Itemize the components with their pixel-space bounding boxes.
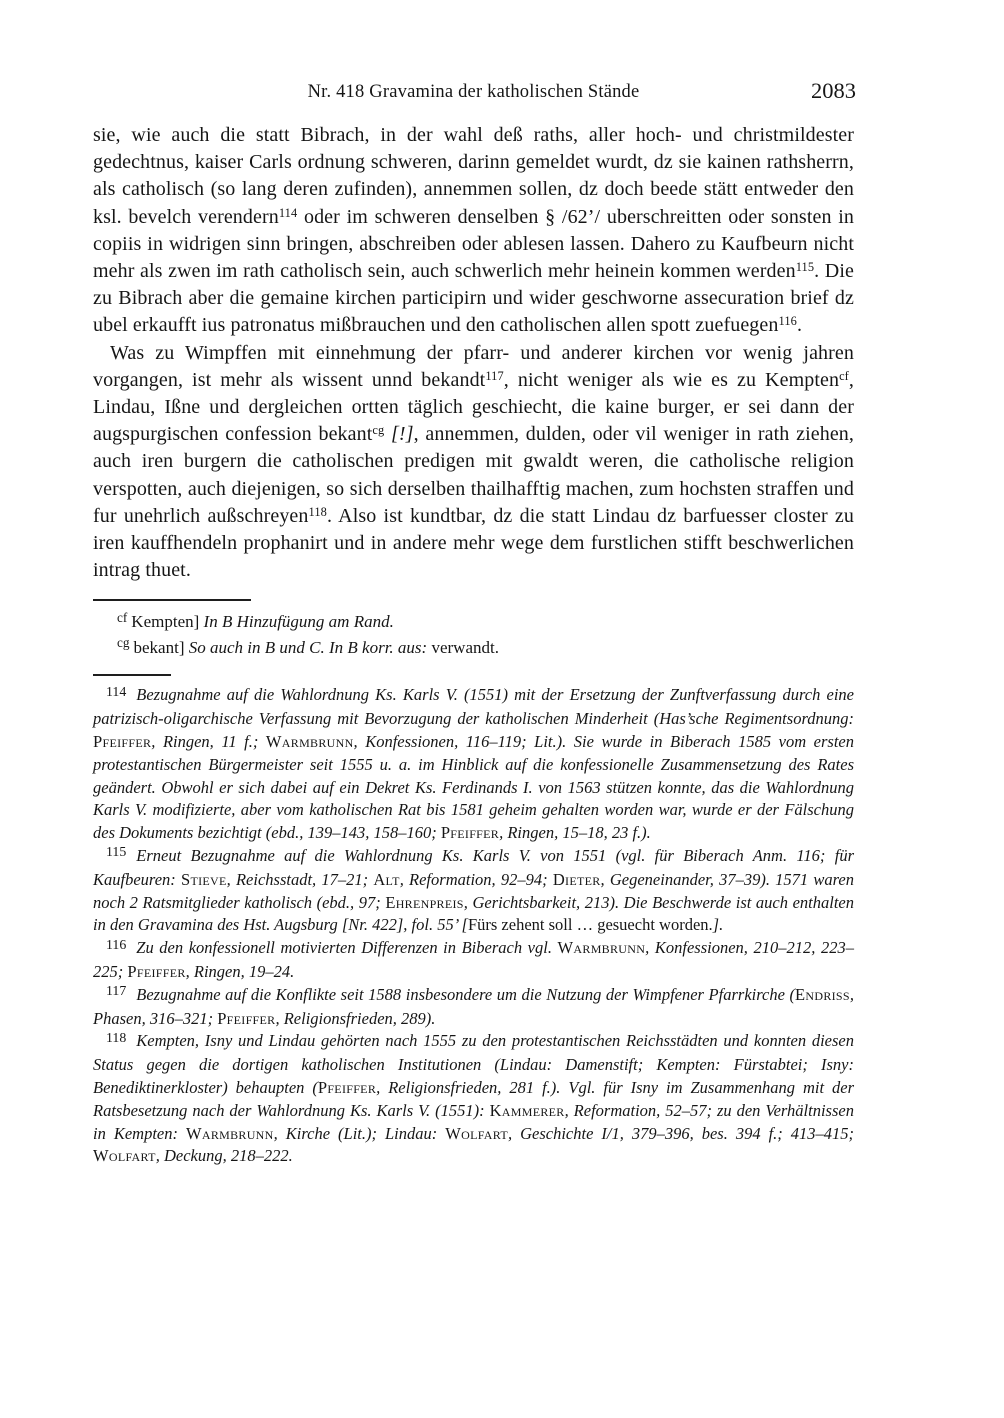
note-reference: cf [839, 368, 849, 383]
author-name-smallcaps: Dieter [552, 869, 601, 889]
text-run: sie, wie auch die statt Bibrach, in der wahl deß raths, aller hoch- und christmildester gedechtnus, kaiser Carls ordnung schweren, darinn gemeldet wurdt, dz sie kainen rathsherrn, als catholisch (so lang deren zufinden), annemmen sollen, dz doch beede stätt entweder den ksl. bevelch verendern [93, 124, 854, 228]
text-run: , Deckung, 218–222. [155, 1146, 293, 1166]
footnote-text [93, 985, 854, 1028]
apparatus-note-cg [93, 636, 854, 662]
author-name-smallcaps: Kammerer [489, 1100, 565, 1120]
note-reference: 116 [778, 314, 797, 329]
note-reference: 114 [278, 205, 298, 220]
text-run: , Phasen, 316–321; [93, 984, 854, 1028]
footnote-117 [93, 984, 854, 1031]
text-run: , Reichsstadt, 17–21; [226, 869, 374, 889]
footnote-number: 117 [106, 983, 127, 999]
apparatus-note-mark: cf [117, 609, 128, 625]
running-title: Nr. 418 Gravamina der katholischen Stände [307, 82, 640, 102]
critical-apparatus [93, 610, 854, 661]
text-run: , Kirche (Lit.); Lindau: [273, 1123, 446, 1143]
text-run: [!] [391, 423, 414, 446]
text-run: Erneut Bezugnahme auf die Wahlordnung Ks. Karls V. von 1551 (vgl. für Biberach Anm. 116; für Kaufbeuren: [93, 846, 854, 889]
author-name-smallcaps: Warmbrunn [185, 1123, 274, 1143]
author-name-smallcaps: Pfeiffer [93, 732, 152, 752]
footnotes [93, 684, 854, 1168]
text-run: , Ringen, 11 f.; [151, 732, 266, 752]
text-run: verwandt. [427, 637, 499, 657]
text-run: Kempten] [131, 612, 204, 632]
paragraph-2 [93, 340, 854, 585]
text-run: oder im schweren denselben § /62’/ uberschreitten oder sonsten in copiis in widrigen sinn bringen, abschreiben oder ablesen lassen. Dahero zu Kaufbeurn nicht mehr als zwen im rath catholisch sein, auch schwerlich mehr heinein kommen werden [93, 205, 854, 283]
text-run: , Reformation, 52–57; zu den Verhältnissen in Kempten: [93, 1100, 854, 1143]
text-run: , Konfessionen, 116–119; Lit.). Sie wurde in Biberach 1585 vom ersten protestantischen Bürgermeister seit 1555 u. a. im Hinblick auf die konfessionelle Zusammensetzung des Rates geändert. Obwohl er sich dabei auf ein Dekret Ks. Ferdinands I. von 1563 stützen konnte, das die Wahlordnung Karls V. modifizierte, aber vom katholischen Rat bis 1581 geheim gehalten worden war, wurde er der Fälschung des Dokuments bezichtigt (ebd., 139–143, 158–160; [93, 732, 854, 843]
footnote-text [93, 846, 854, 934]
author-name-smallcaps: Wolfart [93, 1146, 156, 1166]
note-reference: 115 [795, 260, 815, 275]
note-reference: 118 [308, 504, 327, 519]
text-run: Kempten, Isny und Lindau gehörten nach 1555 zu den protestantischen Reichsstädten und konnten diesen Status gegen die dortigen katholischen Institutionen (Lindau: Damenstift; Kempten: Fürstabtei; Isny: Benediktinerkloster) behaupten ( [93, 1031, 854, 1097]
author-name-smallcaps: Pfeiffer [317, 1078, 377, 1097]
author-name-smallcaps: Alt [373, 869, 400, 889]
footnote-number: 114 [106, 683, 127, 699]
text-run: , Gegeneinander, 37–39). 1571 waren noch 2 Ratsmitglieder katholisch (ebd., 97; [93, 869, 854, 912]
author-name-smallcaps: Pfeiffer [440, 823, 500, 843]
footnote-text [93, 1031, 854, 1165]
text-run: , Ringen, 15–18, 23 f.). [499, 823, 651, 843]
text-run: , Lindau, Ißne und dergleichen ortten täglich geschiecht, die kaine burger, er sei dann der augspurgischen confession bekant [93, 368, 854, 446]
main-text [93, 122, 854, 584]
text-run: . [796, 314, 803, 337]
text-run: Zu den konfessionell motivierten Differenzen in Biberach vgl. [136, 938, 558, 958]
apparatus-note-cf [93, 610, 854, 636]
footnote-116 [93, 937, 854, 984]
footnote-separator-rule [93, 674, 171, 676]
author-name-smallcaps: Stieve [181, 869, 227, 889]
text-run: , annemmen, dulden, oder vil weniger in rath ziehen, auch iren burgern die catholischen predigen mit gwaldt weren, die catholische religion verspotten, auch diejenigen, so sich derselben thailhafftig machen, zum hochsten straffen und fur unehrlich außschreyen [93, 423, 854, 527]
footnote-number: 118 [106, 1029, 127, 1045]
text-run: In B Hinzufügung am Rand. [203, 612, 394, 632]
text-run: bekant] [133, 637, 189, 657]
text-run: , Geschichte I/1, 379–396, bes. 394 f.; 413–415; [507, 1123, 855, 1143]
apparatus-note-text [134, 638, 499, 657]
author-name-smallcaps: Pfeiffer [217, 1008, 276, 1028]
text-run: , Gerichtsbarkeit, 213). Die Beschwerde ist auch enthalten in den Gravamina des Hst. Augsburg [Nr. 422], fol. 55’ [ [93, 892, 854, 935]
footnote-text [93, 938, 854, 981]
text-run: . Also ist kundtbar, dz die statt Lindau dz barfuesser closter zu iren kauffhendeln prophanirt und in andere mehr wege dem furstlichen stifft beschwerlichen intrag thuet. [93, 504, 854, 582]
text-run: , Religionsfrieden, 289). [275, 1008, 436, 1028]
author-name-smallcaps: Warmbrunn [265, 732, 354, 752]
text-run: , Reformation, 92–94; [399, 869, 553, 889]
footnote-115 [93, 845, 854, 937]
text-run: , Religionsfrieden, 281 f.). Vgl. für Isny im Zusammenhang mit der Ratsbesetzung nach der Wahlordnung Ks. Karls V. (1551): [93, 1078, 854, 1120]
footnote-number: 115 [106, 844, 127, 860]
author-name-smallcaps: Ehrenpreis [385, 892, 464, 912]
text-run: Fürs zehent soll … gesuecht worden. [467, 915, 713, 935]
author-name-smallcaps: Endriss [795, 984, 850, 1004]
text-run: Bezugnahme auf die Konflikte seit 1588 insbesondere um die Nutzung der Wimpfener Pfarrkirche ( [136, 984, 796, 1004]
apparatus-note-mark: cg [117, 635, 130, 651]
footnote-118 [93, 1030, 854, 1168]
text-run: Bezugnahme auf die Wahlordnung Ks. Karls V. (1551) mit der Ersetzung der Zunftverfassung durch eine patrizisch-oligarchische Verfassung mit Bevorzugung der katholischen Minderheit (Has’sche Regimentsordnung: [93, 685, 854, 729]
text-run: , Ringen, 19–24. [185, 962, 295, 982]
footnote-text [93, 685, 854, 842]
page-header [93, 78, 856, 108]
text-run: , nicht weniger als wie es zu Kempten [503, 368, 840, 391]
author-name-smallcaps: Wolfart [445, 1123, 508, 1143]
page-number: 2083 [811, 78, 856, 103]
text-run: ]. [712, 915, 724, 935]
text-run: Was zu Wimpffen mit einnehmung der pfarr- und anderer kirchen vor wenig jahren vorgangen, ist mehr als wissent unnd bekandt [93, 341, 854, 391]
text-run: , Konfessionen, 210–212, 223–225; [93, 938, 854, 982]
note-reference: cg [372, 423, 385, 438]
footnote-114 [93, 684, 854, 845]
author-name-smallcaps: Warmbrunn [557, 938, 646, 958]
note-reference: 117 [485, 368, 504, 383]
apparatus-separator-rule [93, 599, 251, 601]
author-name-smallcaps: Pfeiffer [127, 962, 186, 982]
text-run: . Die zu Bibrach aber die gemaine kirchen participirn und wider geschworne assecuration brief dz ubel erkaufft ius patronatus mißbrauchen und den catholischen allen spott zuefuegen [93, 260, 854, 337]
text-run: So auch in B und C. In B korr. aus: [188, 637, 428, 657]
footnote-number: 116 [106, 936, 127, 952]
paragraph-1 [93, 122, 854, 340]
apparatus-note-text [131, 612, 394, 631]
